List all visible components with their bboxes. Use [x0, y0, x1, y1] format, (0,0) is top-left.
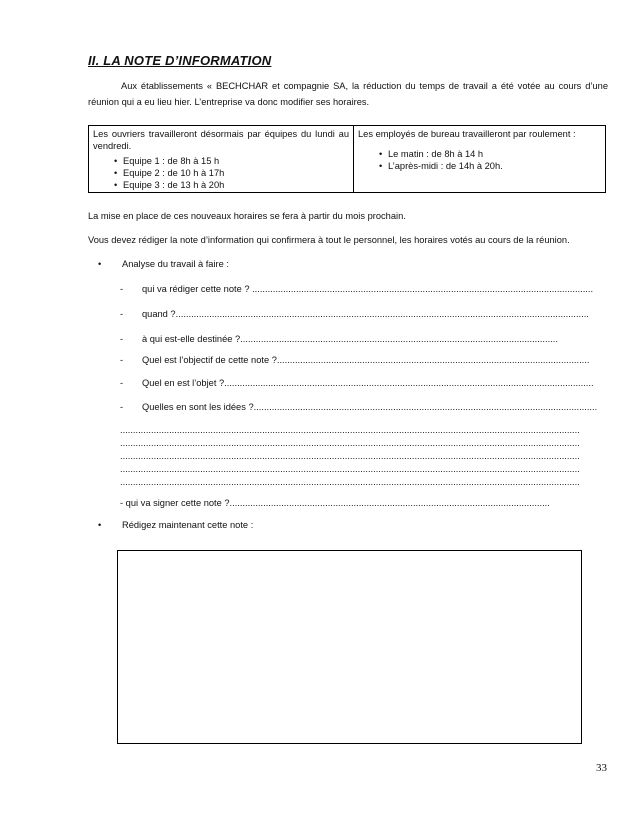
question-line	[120, 309, 608, 319]
dash-marker: -	[120, 309, 124, 319]
dotted-line[interactable]: ..................................................................................................................................................................................	[120, 438, 580, 448]
shift-list	[358, 148, 601, 172]
dotted-line[interactable]: ..................................................................................................................................................................................	[120, 425, 580, 435]
office-schedule-cell	[354, 126, 605, 192]
dash-marker: -	[120, 355, 124, 365]
shift-item: • Le matin : de 8h à 14 h	[358, 148, 601, 160]
team-list	[93, 155, 349, 191]
question-line	[120, 378, 608, 388]
signer-question[interactable]: - qui va signer cette note ?............................................................................................................................	[120, 498, 550, 508]
question-line	[120, 355, 608, 365]
dash-marker: -	[120, 284, 124, 294]
question-text[interactable]: Quel est l’objectif de cette note ?.........................................................................................................................	[142, 355, 590, 365]
answer-dotted-lines[interactable]	[120, 424, 606, 489]
dotted-line[interactable]: ..................................................................................................................................................................................	[120, 464, 580, 474]
team-item: • Equipe 1 : de 8h à 15 h	[93, 155, 349, 167]
write-note-heading	[98, 520, 253, 530]
office-schedule-text: Les employés de bureau travailleront par roulement :	[358, 129, 576, 139]
question-text[interactable]: qui va rédiger cette note ? ....................................................................................................................................	[142, 284, 594, 294]
question-text[interactable]: Quelles en sont les idées ?.....................................................................................................................................	[142, 402, 598, 412]
question-text[interactable]: Quel en est l’objet ?...............................................................................................................................................	[142, 378, 594, 388]
write-note-heading-text: Rédigez maintenant cette note :	[122, 520, 254, 530]
intro-paragraph: Aux établissements « BECHCHAR et compagnie SA, la réduction du temps de travail a été votée au cours d’une réunion qui a eu lieu hier. L’entreprise va donc modifier ses horaires.	[88, 81, 608, 107]
dotted-line[interactable]: ..................................................................................................................................................................................	[120, 451, 580, 461]
question-text[interactable]: à qui est-elle destinée ?...........................................................................................................................	[142, 334, 558, 344]
workers-schedule-cell	[89, 126, 354, 192]
dash-marker: -	[120, 402, 124, 412]
page-number: 33	[596, 762, 607, 774]
question-line	[120, 284, 608, 294]
shift-item: • L’après-midi : de 14h à 20h.	[358, 160, 601, 172]
schedule-table	[88, 125, 606, 193]
task-paragraph: Vous devez rédiger la note d’information qui confirmera à tout le personnel, les horaires votés au cours de la réunion.	[88, 235, 570, 245]
section-title: II. LA NOTE D’INFORMATION	[88, 53, 272, 68]
note-answer-box[interactable]	[117, 550, 582, 744]
bullet-icon: •	[98, 259, 102, 269]
team-item: • Equipe 2 : de 10 h à 17h	[93, 167, 349, 179]
question-line	[120, 334, 608, 344]
dotted-line[interactable]: ..................................................................................................................................................................................	[120, 477, 580, 487]
dash-marker: -	[120, 378, 124, 388]
workers-schedule-text: Les ouvriers travailleront désormais par équipes du lundi au vendredi.	[93, 129, 349, 151]
question-line	[120, 402, 608, 412]
dash-marker: -	[120, 334, 124, 344]
analysis-heading	[98, 259, 229, 269]
question-text[interactable]: quand ?................................................................................................................................................................	[142, 309, 589, 319]
analysis-heading-text: Analyse du travail à faire :	[122, 259, 229, 269]
bullet-icon: •	[98, 520, 102, 530]
team-item: • Equipe 3 : de 13 h à 20h	[93, 179, 349, 191]
rollout-paragraph: La mise en place de ces nouveaux horaires se fera à partir du mois prochain.	[88, 211, 406, 221]
